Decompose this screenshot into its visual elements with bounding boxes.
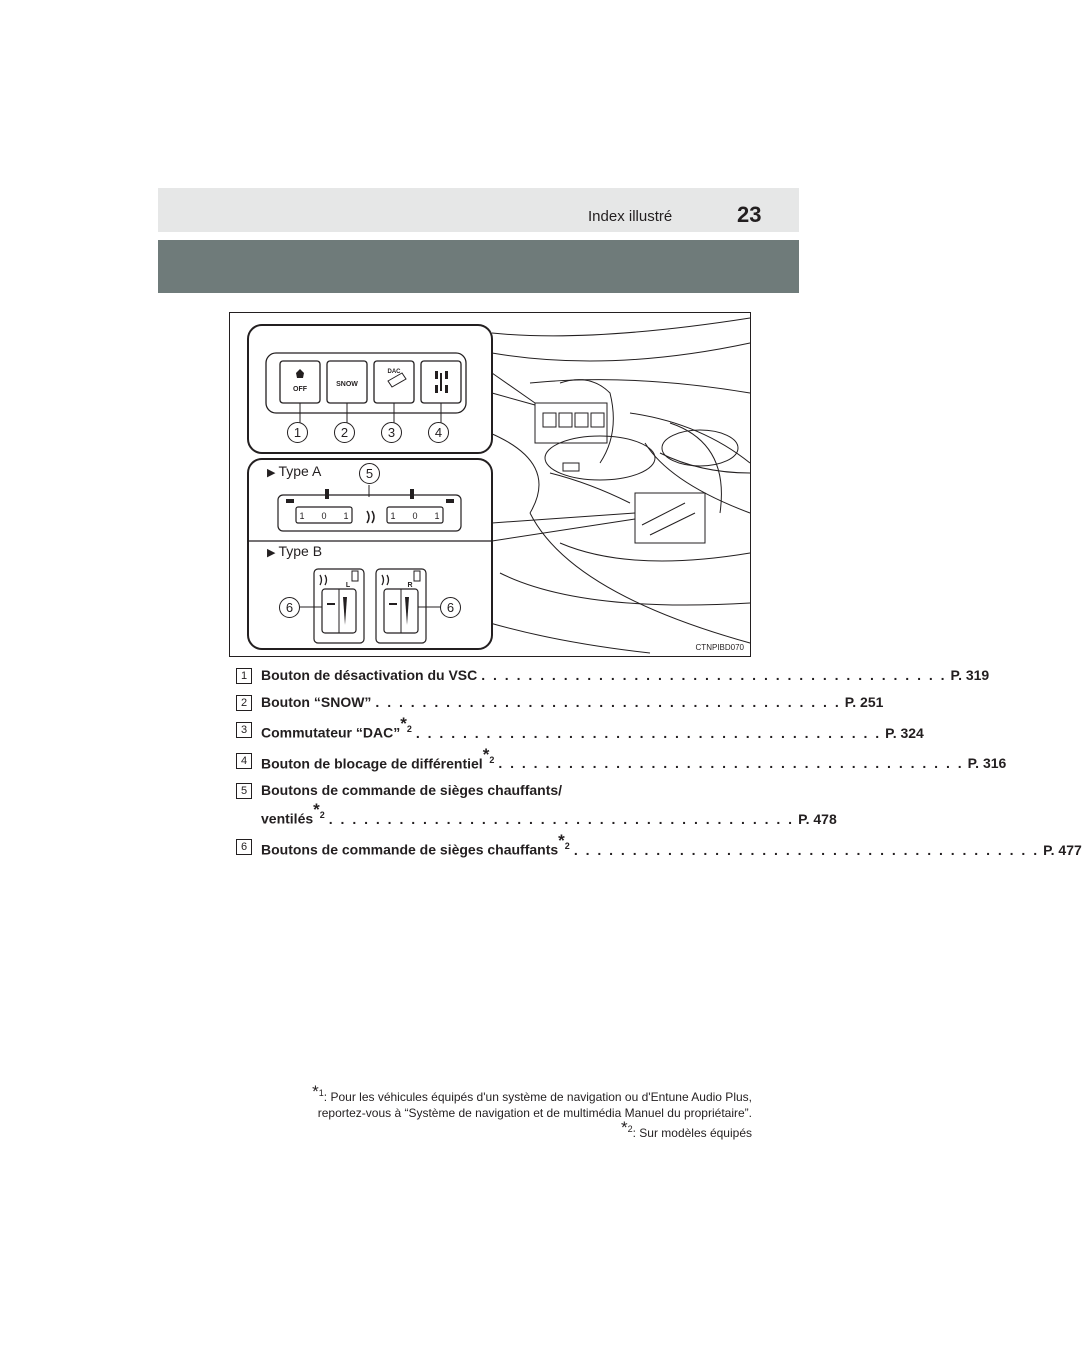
list-item	[236, 744, 1007, 777]
list-item	[236, 714, 924, 746]
entry-page[interactable]: P. 324	[885, 724, 924, 741]
console-line-art	[230, 313, 752, 658]
entry-number: 6	[236, 839, 252, 855]
page-number: 23	[737, 202, 762, 227]
leader-dots: . . . . . . . . . . . . . . . . . . . . . . . . . . . . . . . . . . . . . . . .	[481, 667, 947, 683]
footnotes	[240, 1082, 752, 1141]
seat-scale-right-1: 1	[390, 511, 396, 521]
list-item	[236, 663, 990, 688]
entry-page[interactable]: P. 251	[844, 694, 884, 710]
index-entries	[236, 663, 1082, 865]
callout-3: 3	[381, 422, 402, 443]
entry-label: Bouton “SNOW”	[261, 694, 372, 710]
callout-1: 1	[287, 422, 308, 443]
footnote-2: *$^2$: Sur modèles équipés	[620, 1118, 752, 1140]
type-a-label: ▶ Type A	[267, 463, 322, 479]
list-item	[236, 690, 884, 715]
header-band	[158, 188, 799, 232]
triangle-right-icon: ▶	[267, 467, 276, 479]
section-banner	[158, 240, 799, 293]
seat-side-right: R	[407, 582, 413, 589]
dac-label: DAC	[387, 369, 401, 375]
callout-2: 2	[334, 422, 355, 443]
callout-6-left: 6	[279, 597, 300, 618]
leader-dots: . . . . . . . . . . . . . . . . . . . . . . . . . . . . . . . . . . . . . . . .	[415, 724, 882, 741]
figure-code: CTNPIBD070	[695, 643, 744, 652]
footnote-1: *$^1$: Pour les véhicules équipés d'un système de navigation ou d'Entune Audio Plus,	[312, 1082, 752, 1104]
callout-6-right: 6	[440, 597, 461, 618]
entry-number: 3	[236, 722, 252, 738]
entry-label: ventilés*$^2$	[261, 800, 325, 827]
leader-dots: . . . . . . . . . . . . . . . . . . . . . . . . . . . . . . . . . . . . . . . .	[498, 755, 964, 772]
triangle-right-icon: ▶	[267, 547, 276, 559]
type-b-label: ▶ Type B	[267, 543, 323, 559]
entry-label: Commutateur “DAC”*$^2$	[261, 714, 412, 741]
entry-label-line1: Boutons de commande de sièges chauffants/	[261, 782, 563, 799]
vsc-off-label: OFF	[293, 386, 307, 393]
snow-label: SNOW	[336, 381, 358, 388]
list-item	[236, 778, 837, 832]
seat-scale-left-0: 0	[321, 511, 327, 521]
entry-label: Bouton de désactivation du VSC	[261, 667, 478, 683]
entry-page[interactable]: P. 478	[798, 810, 837, 827]
entry-label: Boutons de commande de sièges chauffants*$^2$	[261, 830, 570, 858]
entry-page[interactable]: P. 477	[1043, 841, 1082, 858]
callout-4: 4	[428, 422, 449, 443]
entry-page[interactable]: P. 319	[950, 667, 990, 683]
footnote-1-cont: reportez-vous à “Système de navigation et de multimédia Manuel du propriétaire”.	[317, 1106, 752, 1120]
entry-label: Bouton de blocage de différentiel*$^2$	[261, 744, 495, 772]
section-title: Index illustré	[588, 208, 673, 225]
console-illustration	[229, 312, 751, 657]
seat-scale-left-1b: 1	[343, 511, 349, 521]
entry-number: 4	[236, 753, 252, 769]
seat-side-left: L	[345, 582, 351, 589]
seat-scale-right-1b: 1	[434, 511, 440, 521]
seat-scale-right-0: 0	[412, 511, 418, 521]
entry-page[interactable]: P. 316	[967, 755, 1007, 772]
callout-5: 5	[359, 463, 380, 484]
entry-number: 2	[236, 695, 252, 711]
leader-dots: . . . . . . . . . . . . . . . . . . . . . . . . . . . . . . . . . . . . . . . .	[328, 810, 795, 827]
seat-scale-left-1: 1	[299, 511, 305, 521]
leader-dots: . . . . . . . . . . . . . . . . . . . . . . . . . . . . . . . . . . . . . . . .	[375, 694, 841, 710]
entry-number: 1	[236, 668, 252, 684]
leader-dots: . . . . . . . . . . . . . . . . . . . . . . . . . . . . . . . . . . . . . . . .	[573, 841, 1040, 858]
entry-number: 5	[236, 783, 252, 799]
list-item	[236, 830, 1082, 863]
